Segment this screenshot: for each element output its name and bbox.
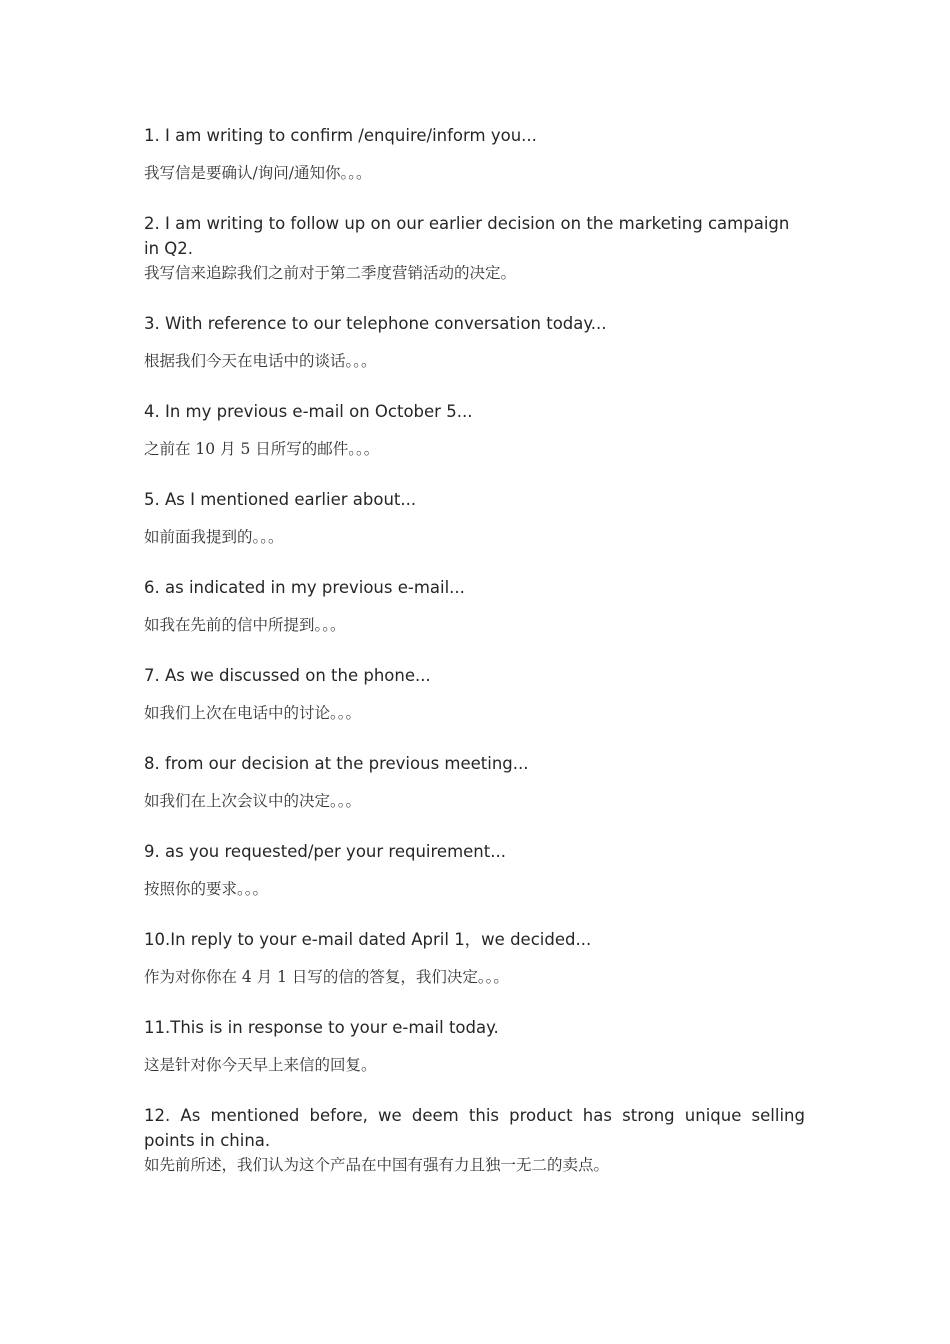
phrase-entry-9 <box>144 839 805 902</box>
phrase-english: 8. from our decision at the previous meeting... <box>144 754 529 773</box>
phrase-chinese: 这是针对你今天早上来信的回复。 <box>144 1056 377 1074</box>
phrase-entry-7 <box>144 663 805 726</box>
spacer <box>144 600 805 613</box>
phrase-english: 10.In reply to your e-mail dated April 1，we decided... <box>144 930 592 949</box>
phrase-entry-4 <box>144 399 805 462</box>
phrase-entry-5 <box>144 487 805 550</box>
phrase-chinese: 按照你的要求。。。 <box>144 880 269 898</box>
spacer <box>144 814 805 839</box>
phrase-entry-6 <box>144 575 805 638</box>
phrase-chinese: 我写信是要确认/询问/通知你。。。 <box>144 164 372 182</box>
phrase-english: 4. In my previous e-mail on October 5... <box>144 402 473 421</box>
spacer <box>144 638 805 663</box>
phrase-english: 6. as indicated in my previous e-mail... <box>144 578 465 597</box>
spacer <box>144 952 805 965</box>
phrase-chinese: 作为对你你在 4 月 1 日写的信的答复，我们决定。。。 <box>144 968 509 986</box>
phrase-english: 5. As I mentioned earlier about... <box>144 490 417 509</box>
spacer <box>144 374 805 399</box>
phrase-entry-2 <box>144 211 805 286</box>
spacer <box>144 512 805 525</box>
spacer <box>144 902 805 927</box>
spacer <box>144 424 805 437</box>
phrase-english: 12. As mentioned before, we deem this product has strong unique selling points in china. <box>144 1106 805 1150</box>
spacer <box>144 550 805 575</box>
phrase-chinese: 如先前所述，我们认为这个产品在中国有强有力且独一无二的卖点。 <box>144 1156 610 1174</box>
phrase-chinese: 如前面我提到的。。。 <box>144 528 284 546</box>
spacer <box>144 462 805 487</box>
spacer <box>144 186 805 211</box>
spacer <box>144 776 805 789</box>
phrase-entry-10 <box>144 927 805 990</box>
spacer <box>144 726 805 751</box>
phrase-chinese: 如我们在上次会议中的决定。。。 <box>144 792 362 810</box>
phrase-english: 1. I am writing to confirm /enquire/inform you... <box>144 126 537 145</box>
spacer <box>144 336 805 349</box>
phrase-english: 9. as you requested/per your requirement... <box>144 842 506 861</box>
phrase-chinese: 根据我们今天在电话中的谈话。。。 <box>144 352 377 370</box>
phrase-chinese: 如我们上次在电话中的讨论。。。 <box>144 704 362 722</box>
phrase-entry-8 <box>144 751 805 814</box>
phrase-chinese: 如我在先前的信中所提到。。。 <box>144 616 346 634</box>
spacer <box>144 864 805 877</box>
phrase-list <box>144 123 805 1178</box>
phrase-entry-11 <box>144 1015 805 1078</box>
phrase-chinese: 我写信来追踪我们之前对于第二季度营销活动的决定。 <box>144 264 517 282</box>
spacer <box>144 286 805 311</box>
spacer <box>144 1040 805 1053</box>
phrase-entry-12 <box>144 1103 805 1178</box>
phrase-english: 3. With reference to our telephone conversation today... <box>144 314 607 333</box>
phrase-english: 2. I am writing to follow up on our earlier decision on the marketing campaign in Q2. <box>144 214 790 258</box>
phrase-english: 11.This is in response to your e-mail today. <box>144 1018 499 1037</box>
spacer <box>144 148 805 161</box>
phrase-chinese: 之前在 10 月 5 日所写的邮件。。。 <box>144 440 380 458</box>
phrase-english: 7. As we discussed on the phone... <box>144 666 431 685</box>
spacer <box>144 688 805 701</box>
phrase-entry-1 <box>144 123 805 186</box>
phrase-entry-3 <box>144 311 805 374</box>
spacer <box>144 1078 805 1103</box>
spacer <box>144 990 805 1015</box>
